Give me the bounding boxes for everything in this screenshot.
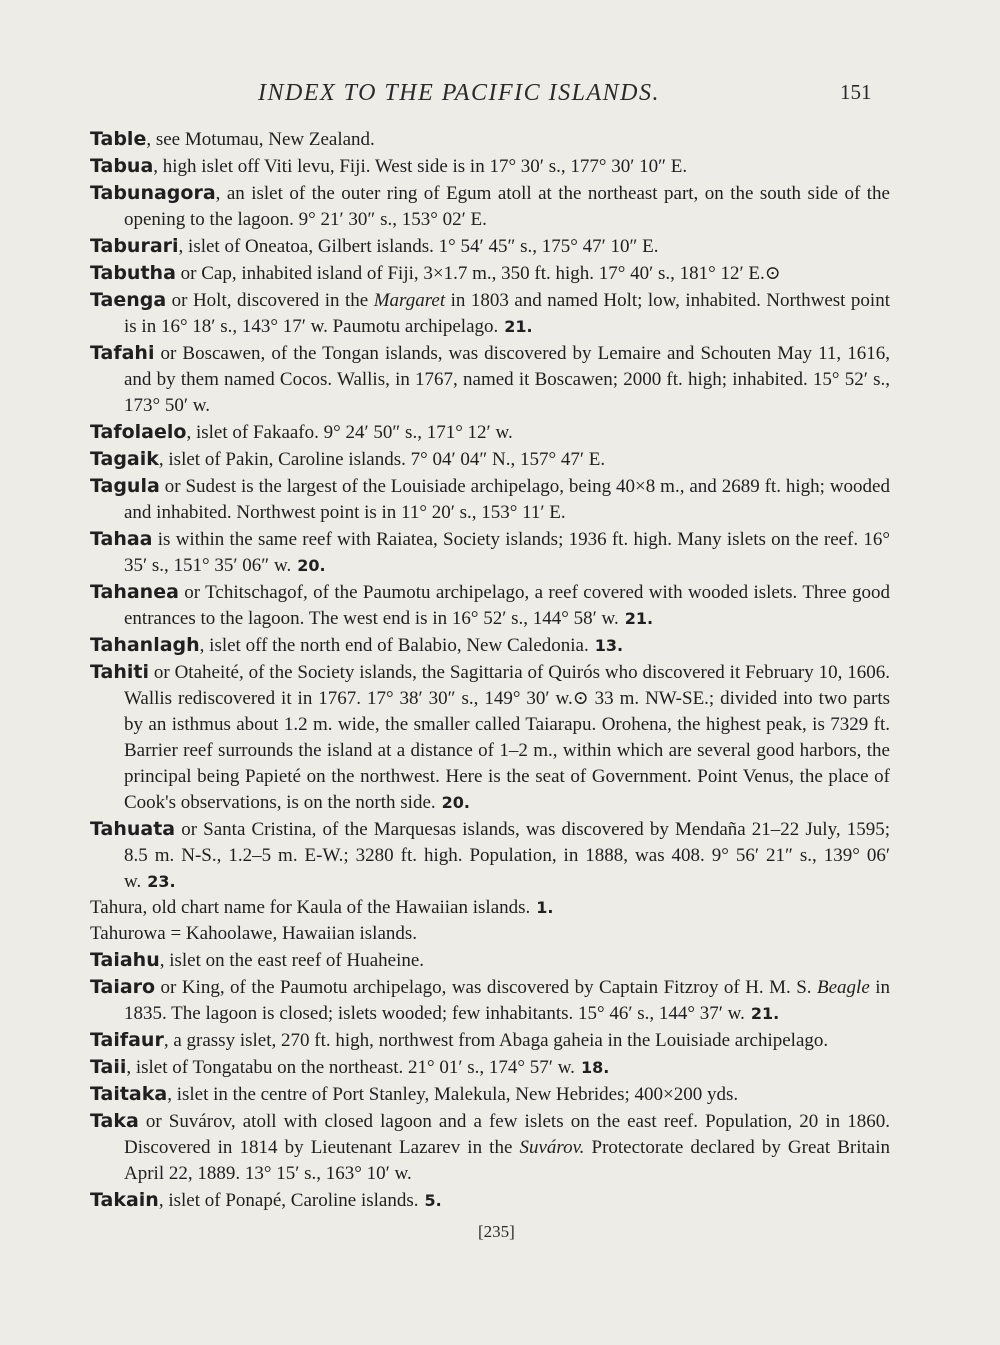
entry-chart-reference: 5. bbox=[424, 1191, 442, 1210]
entry-headword: Taburari bbox=[90, 235, 179, 257]
entry-headword: Tabunagora bbox=[90, 182, 216, 204]
entry-text: , islet of Ponapé, Caroline islands. bbox=[158, 1190, 419, 1211]
entry-text: , see Motumau, New Zealand. bbox=[146, 129, 375, 150]
index-entry bbox=[90, 1054, 890, 1081]
entry-chart-reference: 20. bbox=[441, 793, 470, 812]
entry-headword: Taka bbox=[90, 1110, 139, 1132]
signature-mark: [235] bbox=[478, 1222, 515, 1241]
entry-text: or Holt, discovered in the bbox=[166, 290, 374, 311]
entry-text: , islet in the centre of Port Stanley, Malekula, New Hebrides; 400×200 yds. bbox=[167, 1084, 739, 1105]
entry-ship-name: Beagle bbox=[817, 977, 870, 998]
index-entry bbox=[90, 233, 890, 260]
entry-text: , an islet of the outer ring of Egum atoll at the northeast part, on the south side of the opening to the lagoon. 9° 21′ 30″ s., 153° 02′ E. bbox=[124, 183, 890, 230]
entry-chart-reference: 21. bbox=[750, 1004, 780, 1023]
entry-text: or Tchitschagof, of the Paumotu archipelago, a reef covered with wooded islets. Three good entrances to the lagoon. The west end is in 16° 52′ s., 144° 58′ w. bbox=[124, 582, 890, 629]
entry-headword: Tahaa bbox=[90, 528, 153, 550]
index-entry bbox=[90, 632, 890, 659]
entry-headword: Taitaka bbox=[90, 1083, 168, 1105]
entry-text: , islet of Fakaafo. 9° 24′ 50″ s., 171° 12′ w. bbox=[186, 422, 513, 443]
index-entry bbox=[90, 921, 890, 947]
entry-headword: Tabutha bbox=[90, 262, 176, 284]
entry-text: , islet on the east reef of Huaheine. bbox=[159, 950, 425, 971]
index-entry bbox=[90, 419, 890, 446]
index-entry bbox=[90, 816, 890, 895]
entry-headword: Taifaur bbox=[90, 1029, 164, 1051]
entry-text: or Sudest is the largest of the Louisiade archipelago, being 40×8 m., and 2689 ft. high; wooded and inhabited. Northwest point is in 11° 20′ s., 153° 11′ E. bbox=[124, 476, 890, 523]
index-entry bbox=[90, 260, 890, 287]
entry-headword: Tafolaelo bbox=[90, 421, 187, 443]
entry-text: Protectorate declared by Great Britain April 22, 1889. 13° 15′ s., 163° 10′ w. bbox=[124, 1137, 890, 1184]
entry-headword: Taiahu bbox=[90, 949, 160, 971]
index-entry bbox=[90, 947, 890, 974]
entry-headword: Takain bbox=[90, 1189, 159, 1211]
entry-headword: Table bbox=[90, 128, 147, 150]
entry-text: or Otaheité, of the Society islands, the Sagittaria of Quirós who discovered it February 10, 1606. Wallis rediscovered it in 1767. 17° 38′ 30″ s., 149° 30′ w.⊙ 33 m. NW-SE.; divided into two parts by an isthmus about 1.2 m. wide, the smaller called Taiarapu. Orohena, the highest peak, is 7329 ft. Barrier reef surrounds the island at a distance of 1–2 m., within which are several good harbors, the principal being Papieté on the northwest. Here is the seat of Government. Point Venus, the place of Cook's observations, is on the north side. bbox=[124, 662, 890, 813]
entry-headword: Tahanea bbox=[90, 581, 179, 603]
index-entry bbox=[90, 473, 890, 526]
index-entry bbox=[90, 526, 890, 579]
entry-text: or Suvárov, atoll with closed lagoon and a few islets on the east reef. Population, 20 in 1860. Discovered in 1814 by Lieutenant Lazarev in the bbox=[124, 1111, 890, 1158]
entry-chart-reference: 21. bbox=[504, 317, 533, 336]
entry-chart-reference: 23. bbox=[147, 872, 176, 891]
running-header-title: INDEX TO THE PACIFIC ISLANDS. bbox=[258, 80, 660, 106]
index-entry bbox=[90, 153, 890, 180]
entry-text: , islet of Pakin, Caroline islands. 7° 04′ 04″ N., 157° 47′ E. bbox=[158, 449, 606, 470]
entry-text: or King, of the Paumotu archipelago, was discovered by Captain Fitzroy of H. M. S. bbox=[155, 977, 817, 998]
index-entry bbox=[90, 659, 890, 816]
entry-headword: Tahanlagh bbox=[90, 634, 200, 656]
entry-headword: Taiaro bbox=[90, 976, 156, 998]
entry-chart-reference: 20. bbox=[297, 556, 326, 575]
index-entry bbox=[90, 1187, 890, 1214]
index-entry bbox=[90, 126, 890, 153]
entry-headword: Tabua bbox=[90, 155, 154, 177]
index-entry bbox=[90, 287, 890, 340]
index-entries bbox=[90, 126, 890, 1214]
entry-headword: Tagula bbox=[90, 475, 160, 497]
entry-text: = Kahoolawe, Hawaiian islands. bbox=[165, 923, 418, 944]
entry-chart-reference: 18. bbox=[580, 1058, 610, 1077]
entry-chart-reference: 13. bbox=[594, 636, 624, 655]
entry-headword: Tahurowa bbox=[90, 923, 166, 944]
entry-headword: Tafahi bbox=[90, 342, 155, 364]
entry-headword: Tahiti bbox=[90, 661, 149, 683]
entry-text: , islet of Oneatoa, Gilbert islands. 1° 54′ 45″ s., 175° 47′ 10″ E. bbox=[178, 236, 659, 257]
entry-ship-name: Margaret bbox=[373, 290, 446, 311]
entry-ship-name: Suvárov. bbox=[519, 1137, 585, 1158]
index-entry bbox=[90, 1027, 890, 1054]
entry-text: , high islet off Viti levu, Fiji. West side is in 17° 30′ s., 177° 30′ 10″ E. bbox=[153, 156, 688, 177]
entry-chart-reference: 1. bbox=[536, 898, 554, 917]
index-entry bbox=[90, 340, 890, 419]
entry-text: in 1835. The lagoon is closed; islets wooded; few inhabitants. 15° 46′ s., 144° 37′ w. bbox=[124, 977, 890, 1024]
entry-headword: Taenga bbox=[90, 289, 167, 311]
index-entry bbox=[90, 1081, 890, 1108]
entry-text: in 1803 and named Holt; low, inhabited. Northwest point is in 16° 18′ s., 143° 17′ w. Paumotu archipelago. bbox=[124, 290, 890, 337]
entry-headword: Tahuata bbox=[90, 818, 176, 840]
entry-text: is within the same reef with Raiatea, Society islands; 1936 ft. high. Many islets on the reef. 16° 35′ s., 151° 35′ 06″ w. bbox=[124, 529, 890, 576]
index-entry bbox=[90, 895, 890, 921]
index-entry bbox=[90, 974, 890, 1027]
entry-headword: Tagaik bbox=[90, 448, 159, 470]
index-entry bbox=[90, 1108, 890, 1187]
entry-headword: Taii bbox=[90, 1056, 127, 1078]
entry-text: , old chart name for Kaula of the Hawaiian islands. bbox=[142, 897, 531, 918]
index-entry bbox=[90, 579, 890, 632]
entry-text: , islet of Tongatabu on the northeast. 21° 01′ s., 174° 57′ w. bbox=[126, 1057, 575, 1078]
entry-text: , a grassy islet, 270 ft. high, northwest from Abaga gaheia in the Louisiade archipelago. bbox=[163, 1030, 829, 1051]
entry-text: , islet off the north end of Balabio, New Caledonia. bbox=[199, 635, 589, 656]
entry-text: or Santa Cristina, of the Marquesas islands, was discovered by Mendaña 21–22 July, 1595; 8.5 m. N-S., 1.2–5 m. E-W.; 3280 ft. high. Population, in 1888, was 408. 9° 56′ 21″ s., 139° 06′ w. bbox=[124, 819, 890, 892]
entry-text: or Boscawen, of the Tongan islands, was discovered by Lemaire and Schouten May 11, 1616, and by them named Cocos. Wallis, in 1767, named it Boscawen; 2000 ft. high; inhabited. 15° 52′ s., 173° 50′ w. bbox=[124, 343, 890, 416]
entry-chart-reference: 21. bbox=[624, 609, 654, 628]
page-number: 151 bbox=[840, 80, 872, 104]
entry-text: or Cap, inhabited island of Fiji, 3×1.7 m., 350 ft. high. 17° 40′ s., 181° 12′ E.⊙ bbox=[175, 263, 781, 284]
entry-headword: Tahura bbox=[90, 897, 143, 918]
index-entry bbox=[90, 446, 890, 473]
index-entry bbox=[90, 180, 890, 233]
